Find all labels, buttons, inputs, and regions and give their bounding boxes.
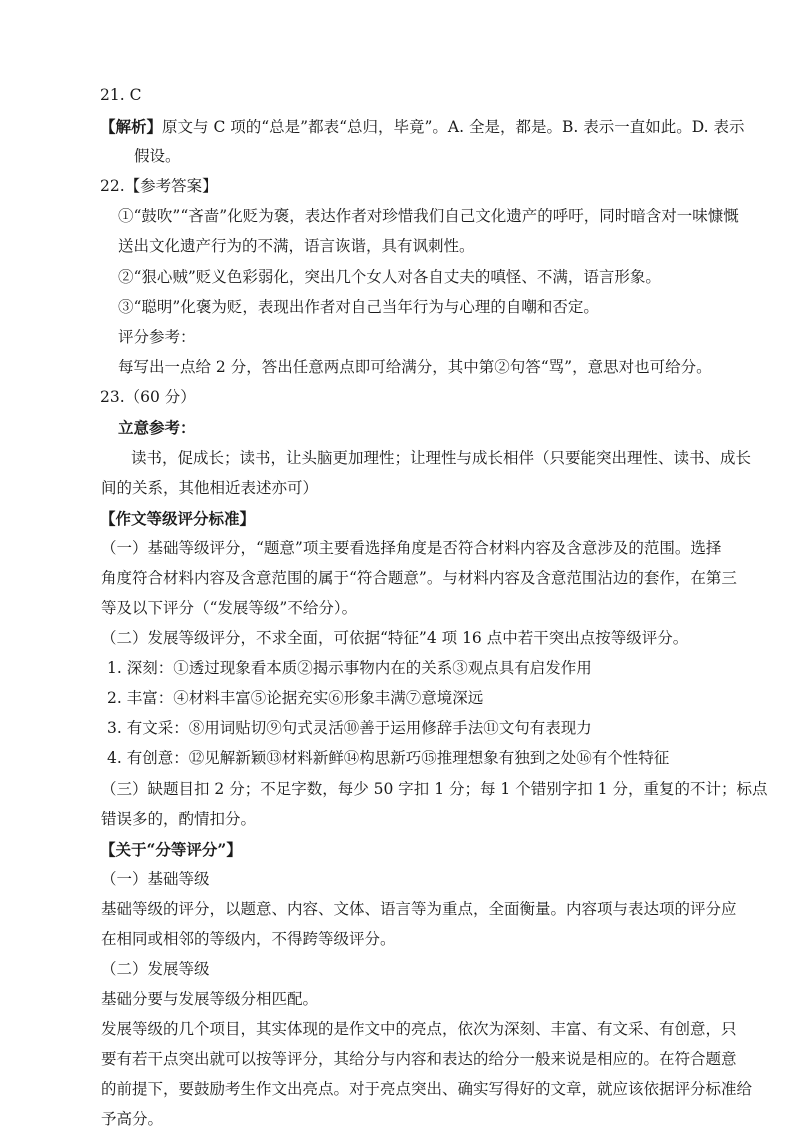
q22-scoring: 每写出一点给 2 分，答出任意两点即可给满分，其中第②句答“骂”，意思对也可给分。 bbox=[118, 358, 712, 376]
basic-tier-line1: 基础等级的评分，以题意、内容、文体、语言等为重点，全面衡量。内容项与表达项的评分应 bbox=[101, 900, 737, 918]
tier-scoring-title: 【关于“分等评分”】 bbox=[100, 840, 242, 859]
q23-heading: 23.（60 分） bbox=[100, 388, 196, 406]
analysis-tag: 【解析】 bbox=[100, 117, 163, 136]
q22-heading: 22.【参考答案】 bbox=[100, 177, 218, 195]
scoring-standard-title: 【作文等级评分标准】 bbox=[100, 509, 256, 528]
basic-tier-title: （一）基础等级 bbox=[101, 870, 210, 888]
q21-analysis-line2: 假设。 bbox=[134, 147, 181, 165]
feature-literary: 3. 有文采：⑧用词贴切⑨句式灵活⑩善于运用修辞手法⑪文句有表现力 bbox=[107, 719, 592, 737]
q22-scoring-title: 评分参考： bbox=[118, 328, 196, 346]
q22-point1-line1: ①“鼓吹”“吝啬”化贬为褒，表达作者对珍惜我们自己文化遗产的呼吁，同时暗含对一味慷慨 bbox=[118, 207, 739, 225]
q23-intent-line1: 读书，促成长；读书，让头脑更加理性；让理性与成长相伴（只要能突出理性、读书、成长 bbox=[131, 449, 752, 467]
q22-point1-line2: 送出文化遗产行为的不满，语言诙谐，具有讽刺性。 bbox=[118, 237, 475, 255]
standard-item3-line1: （三）缺题目扣 2 分；不足字数，每少 50 字扣 1 分；每 1 个错别字扣 1 分，重复的不计；标点 bbox=[101, 780, 768, 798]
q22-point3: ③“聪明”化褒为贬，表现出作者对自己当年行为与心理的自嘲和否定。 bbox=[118, 298, 599, 316]
feature-deep: 1. 深刻：①透过现象看本质②揭示事物内在的关系③观点具有启发作用 bbox=[107, 659, 592, 677]
standard-item3-line2: 错误多的，酌情扣分。 bbox=[101, 810, 257, 828]
feature-rich: 2. 丰富：④材料丰富⑤论据充实⑥形象丰满⑦意境深远 bbox=[107, 689, 484, 707]
q21-heading: 21. C bbox=[100, 86, 142, 104]
standard-item1-line2: 角度符合材料内容及含意范围的属于“符合题意”。与材料内容及含意范围沾边的套作，在第三 bbox=[101, 569, 737, 587]
basic-tier-line2: 在相同或相邻的等级内，不得跨等级评分。 bbox=[101, 930, 396, 948]
standard-item1-line1: （一）基础等级评分，“题意”项主要看选择角度是否符合材料内容及含意涉及的范围。选择 bbox=[101, 539, 722, 557]
q21-analysis-line1 bbox=[100, 119, 744, 136]
q22-point2: ②“狠心贼”贬义色彩弱化，突出几个女人对各自丈夫的嗔怪、不满，语言形象。 bbox=[118, 268, 661, 286]
q21-analysis-text: 原文与 C 项的“总是”都表“总归，毕竟”。A. 全是，都是。B. 表示一直如此。D. 表示 bbox=[162, 118, 745, 136]
development-tier-p2-line3: 的前提下，要鼓励考生作文出亮点。对于亮点突出、确实写得好的文章，就应该依据评分标准给 bbox=[101, 1080, 753, 1098]
development-tier-p2-line4: 予高分。 bbox=[101, 1110, 164, 1128]
feature-creative: 4. 有创意：⑫见解新颖⑬材料新鲜⑭构思新巧⑮推理想象有独到之处⑯有个性特征 bbox=[107, 749, 670, 767]
development-tier-title: （二）发展等级 bbox=[101, 960, 210, 978]
development-tier-p2-line2: 要有若干点突出就可以按等评分，其给分与内容和表达的给分一般来说是相应的。在符合题意 bbox=[101, 1050, 737, 1068]
development-tier-p2-line1: 发展等级的几个项目，其实体现的是作文中的亮点，依次为深刻、丰富、有文采、有创意，只 bbox=[101, 1020, 737, 1038]
development-tier-p1: 基础分要与发展等级分相匹配。 bbox=[101, 990, 319, 1008]
q23-intent-title: 立意参考： bbox=[118, 418, 196, 437]
q23-intent-line2: 间的关系，其他相近表述亦可） bbox=[101, 479, 319, 497]
standard-item1-line3: 等及以下评分（“发展等级”不给分）。 bbox=[101, 599, 358, 617]
standard-item2: （二）发展等级评分，不求全面，可依据“特征”4 项 16 点中若干突出点按等级评分。 bbox=[101, 629, 689, 647]
